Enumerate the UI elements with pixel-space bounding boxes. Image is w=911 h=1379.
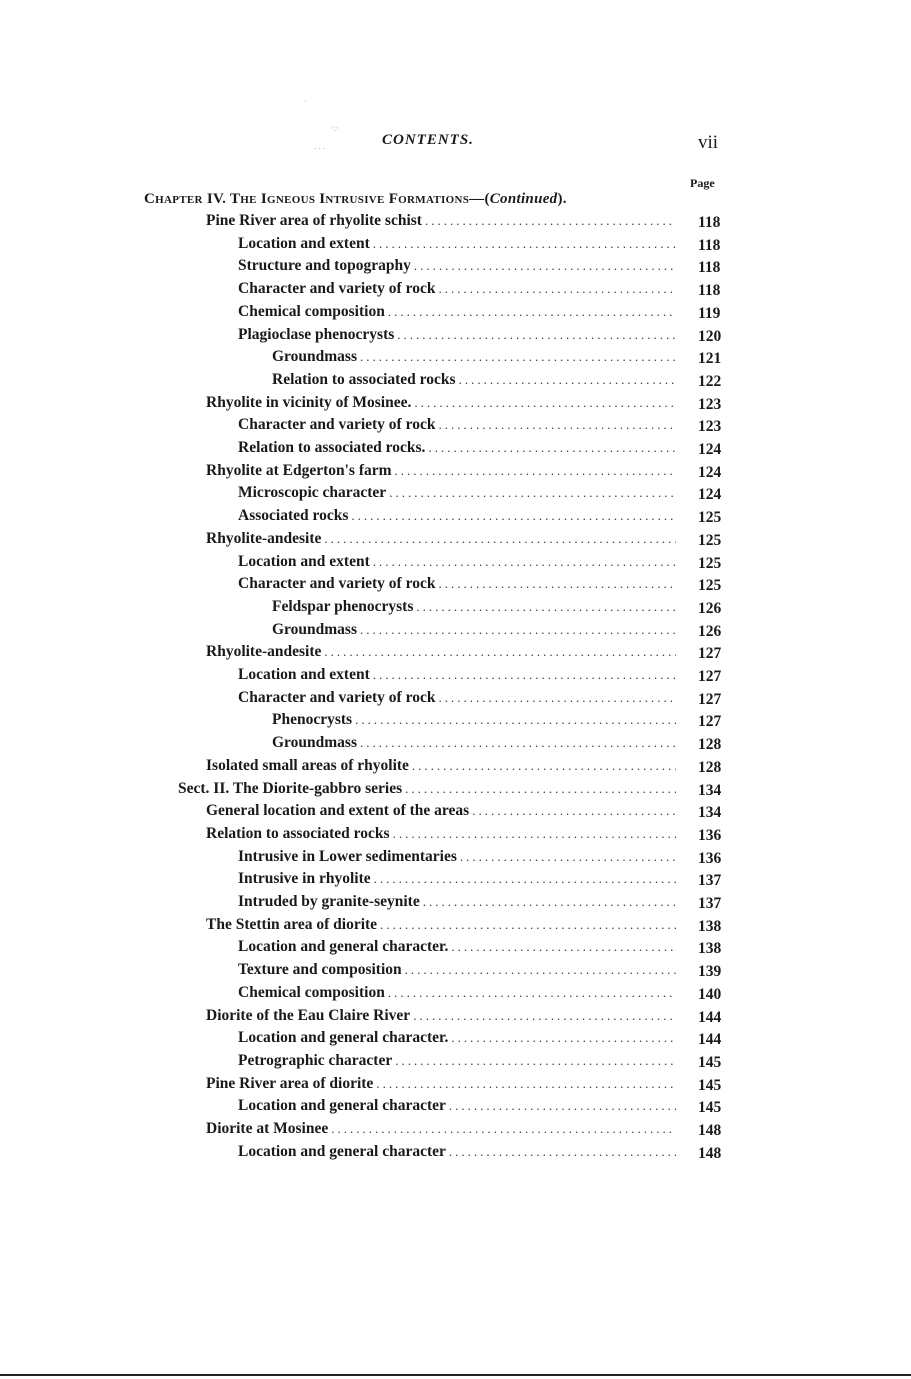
leader-dots xyxy=(451,1030,676,1046)
toc-entry-page: 125 xyxy=(698,554,722,572)
toc-entry-label: The Stettin area of diorite xyxy=(206,915,378,933)
toc-entry xyxy=(206,757,676,779)
leader-dots xyxy=(373,554,676,570)
leader-dots xyxy=(373,667,676,683)
leader-dots xyxy=(428,440,676,456)
toc-entry xyxy=(238,553,676,575)
toc-entry-page: 119 xyxy=(698,304,721,322)
toc-entry xyxy=(238,235,676,257)
toc-entry-page: 127 xyxy=(698,713,722,731)
toc-entry xyxy=(272,348,676,370)
toc-entry-page: 126 xyxy=(698,622,722,640)
leader-dots xyxy=(360,735,676,751)
toc-entry-page: 127 xyxy=(698,690,722,708)
leader-dots xyxy=(438,690,676,706)
chapter-title: The Igneous Intrusive Formations xyxy=(230,191,470,207)
toc-entry-page: 136 xyxy=(698,849,722,867)
toc-entry-label: Texture and composition xyxy=(238,961,402,979)
toc-entry xyxy=(206,394,676,416)
toc-entry xyxy=(238,1143,676,1165)
toc-entry xyxy=(238,689,676,711)
toc-entry xyxy=(206,1120,676,1142)
running-head xyxy=(0,132,911,158)
toc-entry-page: 138 xyxy=(698,917,722,935)
leader-dots xyxy=(374,871,676,887)
toc-entry-page: 124 xyxy=(698,486,722,504)
leader-dots xyxy=(351,508,676,524)
toc-entry-page: 140 xyxy=(698,985,722,1003)
toc-entry-page: 118 xyxy=(698,282,721,300)
toc-entry-label: Petrographic character xyxy=(238,1051,393,1069)
scan-specks: ˈ ·:· . . . xyxy=(304,99,339,151)
leader-dots xyxy=(360,622,676,638)
toc-entry xyxy=(238,666,676,688)
toc-entry xyxy=(238,280,676,302)
toc-entry-page: 139 xyxy=(698,963,722,981)
toc-entry-label: Rhyolite-andesite xyxy=(206,643,322,661)
toc-entry-label: Associated rocks xyxy=(238,507,349,525)
toc-entry-page: 121 xyxy=(698,350,722,368)
toc-entry-label: Phenocrysts xyxy=(272,711,353,729)
leader-dots xyxy=(449,1098,676,1114)
toc-entry-page: 144 xyxy=(698,1008,722,1026)
toc-entry-page: 123 xyxy=(698,418,722,436)
toc-entry-label: Diorite at Mosinee xyxy=(206,1120,329,1137)
toc-entry-page: 148 xyxy=(698,1122,722,1139)
contents-title: CONTENTS. xyxy=(382,132,474,148)
leader-dots xyxy=(414,258,676,274)
toc-entry-page: 122 xyxy=(698,372,722,390)
toc-entry-page: 118 xyxy=(698,214,721,231)
toc-entry-label: Location and extent xyxy=(238,234,370,252)
leader-dots xyxy=(416,599,676,615)
toc-entry xyxy=(206,530,676,552)
toc-entry-label: Feldspar phenocrysts xyxy=(272,597,414,615)
toc-entry-label: Pine River area of rhyolite schist xyxy=(206,212,422,229)
leader-dots xyxy=(414,395,676,411)
toc-entry xyxy=(206,802,676,824)
toc-entry xyxy=(272,371,676,393)
chapter-prefix: Chapter IV. xyxy=(144,191,230,207)
toc-entry-label: Rhyolite in vicinity of Mosinee. xyxy=(206,393,412,411)
page-number: vii xyxy=(698,132,719,153)
leader-dots xyxy=(395,1053,676,1069)
toc-entry-page: 138 xyxy=(698,940,722,958)
leader-dots xyxy=(438,281,676,297)
toc-entry-page: 134 xyxy=(698,781,722,799)
toc-entry xyxy=(238,507,676,529)
toc-entry-label: Rhyolite-andesite xyxy=(206,529,322,547)
toc-entry-label: Structure and topography xyxy=(238,257,411,275)
toc-entry-label: Rhyolite at Edgerton's farm xyxy=(206,461,392,479)
toc-entry xyxy=(272,598,676,620)
toc-entry xyxy=(238,893,676,915)
toc-entry-page: 128 xyxy=(698,736,722,754)
leader-dots xyxy=(355,712,676,728)
toc-entry-label: Intruded by granite-seynite xyxy=(238,893,420,910)
toc-entry-label: Relation to associated rocks. xyxy=(238,439,426,456)
toc-entry-label: Sect. II. The Diorite-gabbro series xyxy=(178,779,403,797)
leader-dots xyxy=(412,758,676,774)
leader-dots xyxy=(425,213,676,229)
toc-entry-page: 126 xyxy=(698,599,722,617)
leader-dots xyxy=(460,849,676,865)
toc-entry-label: Location and extent xyxy=(238,666,370,683)
toc-entry xyxy=(272,621,676,643)
toc-entry xyxy=(272,711,676,733)
chapter-dash: —( xyxy=(469,191,490,207)
toc-entry xyxy=(206,916,676,938)
leader-dots xyxy=(380,917,676,933)
toc-entry-label: Diorite of the Eau Claire River xyxy=(206,1006,411,1024)
toc-entry-page: 125 xyxy=(698,531,722,549)
toc-entry-label: Location and extent xyxy=(238,552,370,570)
leader-dots xyxy=(413,1008,676,1024)
leader-dots xyxy=(388,985,676,1001)
toc-entry-label: Chemical composition xyxy=(238,302,385,320)
toc-entry xyxy=(206,825,676,847)
toc-entry xyxy=(238,416,676,438)
toc-entry-label: Chemical composition xyxy=(238,983,385,1001)
toc-entry-label: Relation to associated rocks xyxy=(206,824,390,842)
toc-entry xyxy=(238,1052,676,1074)
toc-entry xyxy=(178,780,676,802)
toc-entry-label: Location and general character. xyxy=(238,1029,449,1047)
toc-entry-label: Groundmass xyxy=(272,620,357,638)
toc-entry-page: 125 xyxy=(698,509,722,527)
toc-entry-label: Relation to associated rocks xyxy=(272,370,456,388)
chapter-continued: Continued xyxy=(489,191,558,207)
toc-entry-page: 127 xyxy=(698,645,722,663)
leader-dots xyxy=(472,803,676,819)
toc-entry-label: Microscopic character xyxy=(238,484,387,502)
toc-entry xyxy=(238,439,676,461)
chapter-heading xyxy=(144,191,567,208)
toc-entry-page: 145 xyxy=(698,1099,722,1117)
toc-entry-page: 120 xyxy=(698,327,722,345)
toc-entry-label: Character and variety of rock xyxy=(238,575,436,593)
toc-entry-page: 145 xyxy=(698,1076,722,1094)
toc-entry xyxy=(206,1075,676,1097)
toc-entry xyxy=(238,848,676,870)
toc-entry-label: Location and general character xyxy=(238,1142,446,1160)
toc-entry-page: 124 xyxy=(698,441,722,458)
leader-dots xyxy=(324,644,676,660)
toc-entry xyxy=(206,212,676,234)
leader-dots xyxy=(397,327,676,343)
toc-entry-label: Pine River area of diorite xyxy=(206,1074,374,1092)
leader-dots xyxy=(438,417,676,433)
toc-entry-page: 125 xyxy=(698,577,722,595)
leader-dots xyxy=(451,939,676,955)
toc-entry xyxy=(272,734,676,756)
toc-entry-page: 136 xyxy=(698,826,722,844)
toc-entry-label: Intrusive in Lower sedimentaries xyxy=(238,847,457,865)
toc-entry-page: 127 xyxy=(698,668,722,685)
leader-dots xyxy=(438,576,676,592)
toc-entry-page: 123 xyxy=(698,395,722,413)
toc-entry-page: 128 xyxy=(698,758,722,776)
toc-entry-label: Plagioclase phenocrysts xyxy=(238,325,395,343)
toc-entry xyxy=(238,1029,676,1051)
bottom-rule xyxy=(0,1374,911,1376)
toc-entry xyxy=(238,484,676,506)
toc-entry-label: Location and general character. xyxy=(238,938,449,956)
toc-entry xyxy=(238,870,676,892)
leader-dots xyxy=(459,372,676,388)
toc-entry-page: 134 xyxy=(698,804,722,822)
toc-entry-page: 137 xyxy=(698,895,722,912)
leader-dots xyxy=(405,781,676,797)
toc-entry-label: General location and extent of the areas xyxy=(206,802,470,820)
leader-dots xyxy=(324,531,676,547)
toc-entry-page: 118 xyxy=(698,236,721,254)
leader-dots xyxy=(376,1076,676,1092)
leader-dots xyxy=(331,1121,676,1137)
toc-entry-label: Groundmass xyxy=(272,348,357,366)
leader-dots xyxy=(393,826,676,842)
toc-entry-label: Character and variety of rock xyxy=(238,280,436,298)
toc-entry-page: 137 xyxy=(698,872,722,890)
toc-entry-page: 118 xyxy=(698,259,721,277)
leader-dots xyxy=(388,304,676,320)
leader-dots xyxy=(395,463,676,479)
toc-entry-label: Character and variety of rock xyxy=(238,688,436,706)
toc-entry xyxy=(238,575,676,597)
toc-entry-label: Location and general character xyxy=(238,1097,446,1115)
leader-dots xyxy=(449,1144,676,1160)
toc-entry xyxy=(238,303,676,325)
toc-entry xyxy=(238,1097,676,1119)
toc-entry-label: Intrusive in rhyolite xyxy=(238,870,371,888)
leader-dots xyxy=(389,485,676,501)
leader-dots xyxy=(360,349,676,365)
toc-entry xyxy=(206,643,676,665)
toc-entry-page: 148 xyxy=(698,1144,722,1162)
toc-entry xyxy=(238,326,676,348)
toc-entry-label: Isolated small areas of rhyolite xyxy=(206,756,409,774)
toc-entry xyxy=(238,257,676,279)
toc-entry-label: Character and variety of rock xyxy=(238,416,436,434)
toc-entry xyxy=(238,961,676,983)
toc-entry xyxy=(206,1007,676,1029)
toc-entry-page: 145 xyxy=(698,1053,722,1071)
toc-entry-page: 144 xyxy=(698,1031,722,1049)
page-column-label: Page xyxy=(690,176,715,190)
toc-entry-label: Groundmass xyxy=(272,734,357,752)
leader-dots xyxy=(373,236,676,252)
leader-dots xyxy=(405,962,676,978)
leader-dots xyxy=(423,894,676,910)
toc-entry xyxy=(238,984,676,1006)
toc-entry-page: 124 xyxy=(698,463,722,481)
chapter-close: ). xyxy=(557,191,567,207)
toc-entry xyxy=(206,462,676,484)
toc-entry xyxy=(238,938,676,960)
